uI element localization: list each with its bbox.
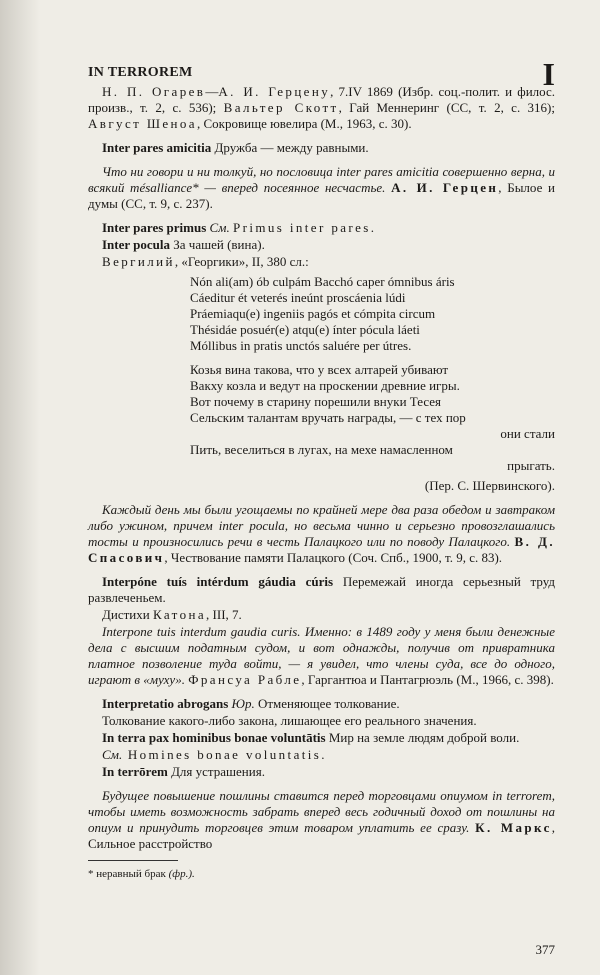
text-run: Мир на земле людям доброй воли.: [325, 730, 520, 745]
entries-mid: [88, 220, 555, 270]
poem-line: они стали: [500, 426, 555, 441]
poem-line: Сельским талантам вручать награды, — с тех пор: [190, 410, 466, 425]
section-letter: I: [542, 56, 555, 92]
entry-paragraph: [88, 164, 555, 212]
text-run: Отменяющее толкование.: [254, 696, 400, 711]
text-run: Каждый день мы были угощаемы по крайней мере два раза обедом и завтраком либо ужином, причем inter pocula, но весьма чинно и серьезно провозглашались тосты и произносились речи в честь Палацкого или по поводу Палацкого.: [88, 502, 555, 549]
text-run: Inter pocula: [102, 237, 171, 252]
entry-paragraph: [88, 764, 555, 780]
entry-paragraph: [88, 730, 555, 746]
text-run: In terra pax hominibus bonae voluntātis: [102, 730, 326, 745]
text-run: Что ни говори и ни толкуй, но пословица inter pares amicitia совершенно верна, и всякий mésalliance* — вперед посеянное несчастье.: [88, 164, 555, 195]
poem-line: Вот почему в старину порешили внуки Тесея: [190, 394, 441, 409]
text-run: , Гаргантюа и Пантагрюэль (М., 1966, с. 398).: [301, 672, 554, 687]
text-run: Франсуа Рабле: [188, 672, 302, 687]
text-run: , III, 7.: [206, 607, 242, 622]
entry-paragraph: [88, 747, 555, 763]
entry-paragraph: [88, 624, 555, 688]
poem-line: Thésidáe posuér(e) atqu(e) ínter pócula láeti: [190, 322, 420, 337]
footnote-rule: [88, 860, 178, 861]
text-run: Inter pares primus: [102, 220, 207, 235]
poem-line: Вакху козла и ведут на проскении древние игры.: [190, 378, 460, 393]
scan-shadow: [0, 0, 40, 975]
text-run: , «Георгики», II, 380 сл.:: [174, 254, 309, 269]
text-run: , Сокровище ювелира (М., 1963, с. 30).: [196, 116, 412, 131]
entry-paragraph: [88, 788, 555, 852]
poem-latin: [190, 274, 555, 354]
poem-line: Козья вина такова, что у всех алтарей убивают: [190, 362, 449, 377]
poem-line: Práemiaqu(e) ingeniis pagós et cómpita circum: [190, 306, 436, 321]
text-run: См.: [102, 747, 123, 762]
text-run: Н. П. Огарев: [102, 84, 206, 99]
text-run: Перемежай иногда серьезный труд развлеченьем.: [88, 574, 555, 605]
entry-paragraph: [88, 220, 555, 236]
text-run: , 7.IV 1869 (Избр. соц.-полит. и филос. произв., т. 2, с. 536);: [88, 84, 555, 115]
entry-paragraph: [88, 502, 555, 566]
text-run: А. И. Герцен: [391, 180, 499, 195]
entry-paragraph: [88, 607, 555, 623]
entry-paragraph: [88, 713, 555, 729]
entries-bottom: [88, 502, 555, 852]
text-run: —: [205, 84, 219, 99]
poem-line: Nón ali(am) ób culpám Bacchó caper ómnibus áris: [190, 274, 455, 289]
text-run: Inter pares amicitia: [102, 140, 212, 155]
text-run: См.: [206, 220, 233, 235]
text-run: К. Маркс: [475, 820, 552, 835]
translator-credit: (Пер. С. Шервинского).: [424, 478, 555, 493]
text-run: Interpóne tuís intérdum gáudia cúris: [102, 574, 334, 589]
text-run: Толкование какого-либо закона, лишающее его реального значения.: [102, 713, 477, 728]
running-head: IN TERROREM: [88, 65, 193, 80]
text-run: Вергилий: [102, 254, 175, 269]
text-run: Homines bonae voluntatis.: [122, 747, 327, 762]
poem-line: прыгать.: [507, 458, 555, 473]
text-run: Будущее повышение пошлины ставится перед торговцами опиумом in terrorem, чтобы иметь возможность забрать вперед весь годичный доход от пошлины на опиум и принудить торговцев этим товаром уплатить ее сразу.: [88, 788, 555, 835]
poem-russian: [190, 362, 555, 474]
poem-line: Cáeditur ét veterés ineúnt proscáenia lúdi: [190, 290, 406, 305]
entry-paragraph: [88, 140, 555, 156]
text-run: Август Шеноа: [88, 116, 197, 131]
text-run: Interpretatio abrogans: [102, 696, 229, 711]
text-run: Вальтер Скотт: [223, 100, 339, 115]
text-run: А. И. Герцену: [218, 84, 331, 99]
poem-line: Пить, веселиться в лугах, на мехе намасленном: [190, 442, 453, 457]
entry-paragraph: [88, 696, 555, 712]
text-run: , Былое и думы (СС, т. 9, с. 237).: [88, 180, 555, 211]
text-run: Дистихи: [102, 607, 153, 622]
page-number: 377: [535, 942, 555, 957]
entry-paragraph: [88, 84, 555, 132]
text-run: In terrōrem: [102, 764, 168, 779]
text-run: , Чествование памяти Палацкого (Соч. Спб., 1900, т. 9, с. 83).: [164, 550, 503, 565]
entries-top: [88, 84, 555, 212]
entry-paragraph: [88, 574, 555, 606]
text-run: В. Д. Спасович: [88, 534, 555, 565]
text-run: Interpone tuis interdum gaudia curis. Именно: в 1489 году у меня были денежные дела с высшим податным судом, и вот однажды, получив от привратника платное позволение туда войти, — я увидел, что члены суда, все до одного, играют в «муху».: [88, 624, 555, 687]
text-run: , Гай Меннеринг (СС, т. 2, с. 316);: [338, 100, 555, 115]
poem-line: Móllibus in pratis unctós saluére per útres.: [190, 338, 412, 353]
text-run: За чашей (вина).: [170, 237, 265, 252]
text-run: Дружба — между равными.: [211, 140, 369, 155]
text-run: , Сильное расстройство: [88, 820, 555, 851]
text-run: Юр.: [228, 696, 255, 711]
entry-paragraph: [88, 254, 555, 270]
footnote: * неравный брак (фр.).: [88, 868, 195, 880]
dictionary-page: [88, 56, 555, 957]
text-run: Primus inter pares.: [232, 220, 377, 235]
entry-paragraph: [88, 237, 555, 253]
text-run: Для устрашения.: [167, 764, 265, 779]
text-run: Катона: [152, 607, 207, 622]
